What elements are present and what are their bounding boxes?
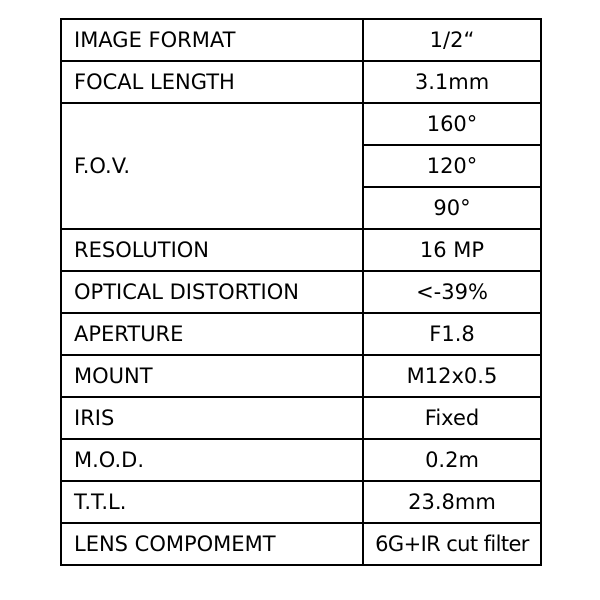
table-row-mount <box>61 355 541 397</box>
table-row-focal-length <box>61 61 541 103</box>
mod-label: M.O.D. <box>61 439 363 481</box>
table-row-ttl <box>61 481 541 523</box>
fov-value-2: 120° <box>363 145 541 187</box>
table-row-fov-1 <box>61 103 541 145</box>
ttl-label: T.T.L. <box>61 481 363 523</box>
fov-value-1: 160° <box>363 103 541 145</box>
optical-distortion-value: <-39% <box>363 271 541 313</box>
resolution-label: RESOLUTION <box>61 229 363 271</box>
fov-label: F.O.V. <box>61 103 363 229</box>
table-row-mod <box>61 439 541 481</box>
aperture-label: APERTURE <box>61 313 363 355</box>
table-row-resolution <box>61 229 541 271</box>
lens-spec-table <box>60 18 542 566</box>
table-row-optical-distortion <box>61 271 541 313</box>
optical-distortion-label: OPTICAL DISTORTION <box>61 271 363 313</box>
lens-component-label: LENS COMPOMEMT <box>61 523 363 565</box>
focal-length-label: FOCAL LENGTH <box>61 61 363 103</box>
aperture-value: F1.8 <box>363 313 541 355</box>
iris-label: IRIS <box>61 397 363 439</box>
focal-length-value: 3.1mm <box>363 61 541 103</box>
table-row-iris <box>61 397 541 439</box>
lens-component-value: 6G+IR cut filter <box>363 523 541 565</box>
ttl-value: 23.8mm <box>363 481 541 523</box>
resolution-value: 16 MP <box>363 229 541 271</box>
mod-value: 0.2m <box>363 439 541 481</box>
table-row-lens-component <box>61 523 541 565</box>
mount-value: M12x0.5 <box>363 355 541 397</box>
iris-value: Fixed <box>363 397 541 439</box>
mount-label: MOUNT <box>61 355 363 397</box>
image-format-label: IMAGE FORMAT <box>61 19 363 61</box>
fov-value-3: 90° <box>363 187 541 229</box>
image-format-value: 1/2“ <box>363 19 541 61</box>
table-row-image-format <box>61 19 541 61</box>
table-row-aperture <box>61 313 541 355</box>
